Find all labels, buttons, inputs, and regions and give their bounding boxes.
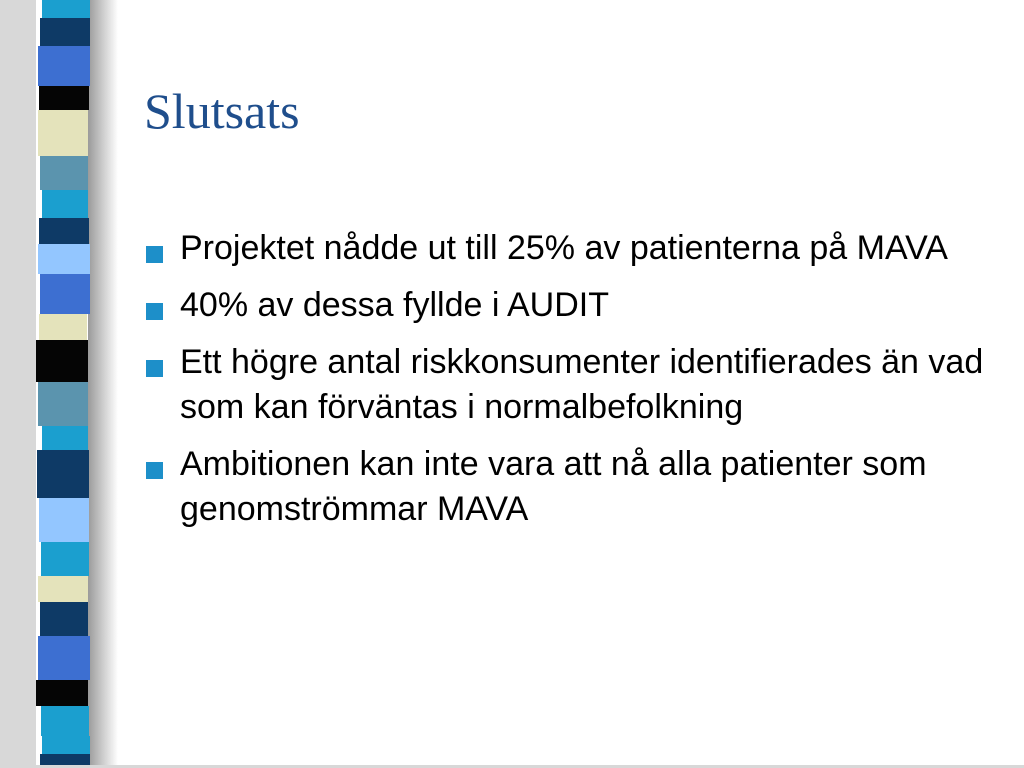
bullet-item — [144, 340, 1014, 430]
band-stripe — [38, 46, 90, 86]
bullet-list — [144, 226, 1014, 544]
band-stripe — [41, 706, 89, 736]
slide-title: Slutsats — [144, 83, 300, 139]
band-stripe — [42, 736, 90, 754]
square-bullet-icon — [146, 303, 163, 320]
band-stripe — [41, 542, 89, 576]
band-stripe — [38, 636, 90, 680]
bullet-text: Ambitionen kan inte vara att nå alla patienter som genomströmmar MAVA — [180, 445, 927, 528]
band-stripe — [39, 314, 87, 340]
band-stripe — [38, 576, 88, 602]
band-stripe — [42, 190, 88, 218]
band-stripe — [40, 156, 88, 190]
band-stripe — [39, 498, 89, 542]
band-stripe — [42, 0, 90, 18]
band-stripe — [40, 602, 88, 636]
bullet-item — [144, 283, 1014, 328]
band-stripe — [38, 382, 88, 426]
band-stripe — [39, 218, 89, 244]
square-bullet-icon — [146, 462, 163, 479]
bullet-text: Projektet nådde ut till 25% av patienterna på MAVA — [180, 229, 948, 267]
band-stripe — [38, 110, 88, 156]
decorative-color-band — [36, 0, 96, 768]
bullet-text: Ett högre antal riskkonsumenter identifierades än vad som kan förväntas i normalbefolkning — [180, 343, 984, 426]
band-stripe — [42, 426, 88, 450]
bullet-item — [144, 226, 1014, 271]
band-stripe — [38, 244, 90, 274]
band-stripe — [36, 680, 88, 706]
decorative-band-edge — [0, 0, 36, 768]
band-stripe — [39, 86, 89, 110]
square-bullet-icon — [146, 246, 163, 263]
band-stripe — [40, 274, 90, 314]
bullet-item — [144, 442, 1014, 532]
square-bullet-icon — [146, 360, 163, 377]
band-stripe — [40, 18, 90, 46]
band-stripe — [36, 340, 88, 382]
bullet-text: 40% av dessa fyllde i AUDIT — [180, 286, 609, 324]
band-stripe — [37, 450, 89, 498]
